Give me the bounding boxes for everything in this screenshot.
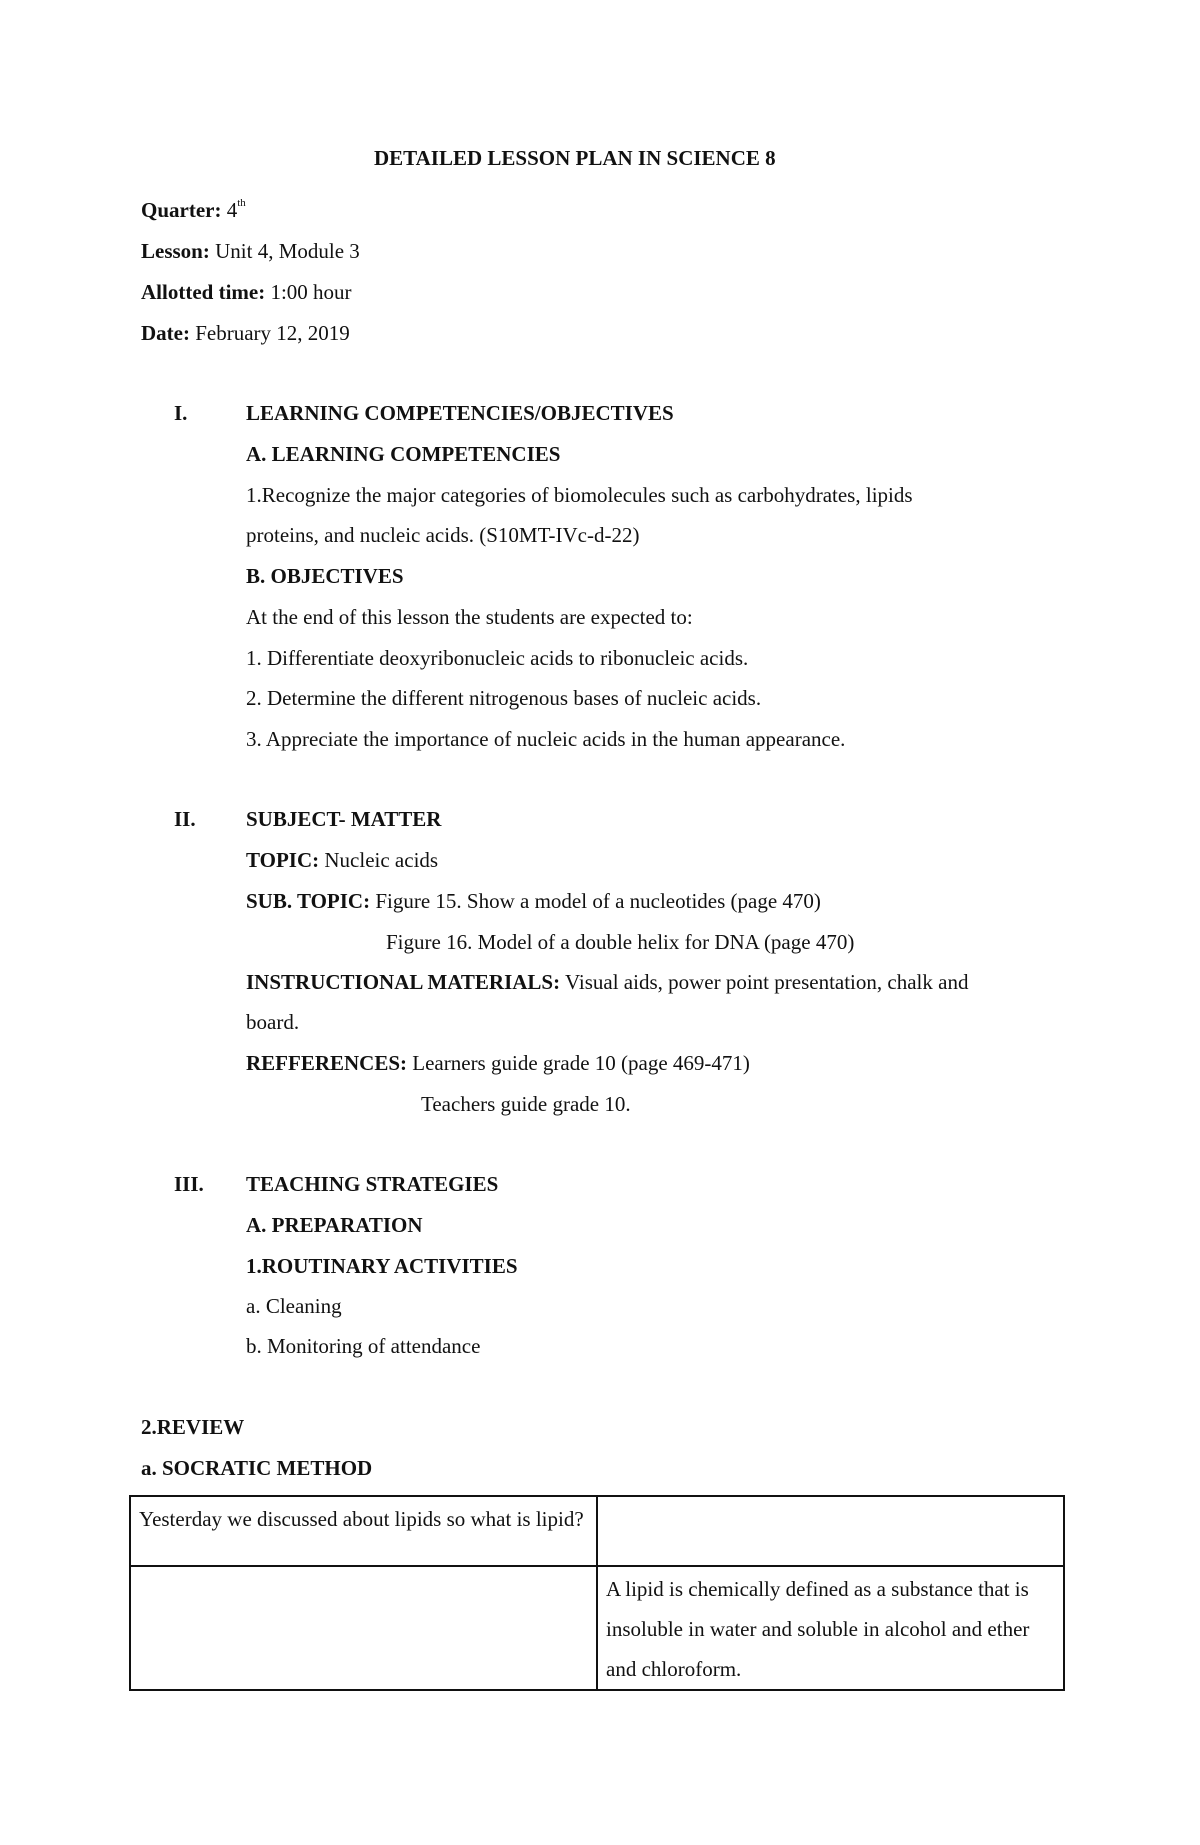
section-heading-1: LEARNING COMPETENCIES/OBJECTIVES bbox=[246, 401, 674, 425]
materials-value-2: board. bbox=[246, 1010, 300, 1034]
table-cell: Yesterday we discussed about lipids so what is lipid? bbox=[130, 1496, 597, 1566]
quarter-label: Quarter: bbox=[141, 198, 222, 222]
section-number-3: III. bbox=[174, 1172, 204, 1196]
section-heading-2: SUBJECT- MATTER bbox=[246, 807, 442, 831]
socratic-table bbox=[129, 1495, 1065, 1691]
table-row bbox=[130, 1566, 1064, 1690]
table-cell bbox=[130, 1566, 597, 1690]
competency-line-1: 1.Recognize the major categories of biomolecules such as carbohydrates, lipids bbox=[246, 483, 913, 507]
materials-label: INSTRUCTIONAL MATERIALS: bbox=[246, 970, 561, 994]
objectives-intro: At the end of this lesson the students are expected to: bbox=[246, 605, 693, 629]
time-label: Allotted time: bbox=[141, 280, 266, 304]
references-line bbox=[246, 1053, 750, 1074]
section-number-2: II. bbox=[174, 807, 196, 831]
objective-item: 2. Determine the different nitrogenous bases of nucleic acids. bbox=[246, 686, 762, 710]
table-cell: A lipid is chemically defined as a substance that is insoluble in water and soluble in alcohol and ether and chloroform. bbox=[597, 1566, 1064, 1690]
topic-label: TOPIC: bbox=[246, 848, 320, 872]
references-label: REFFERENCES: bbox=[246, 1051, 408, 1075]
quarter-value: 4 bbox=[226, 198, 238, 222]
lesson-line bbox=[141, 241, 360, 262]
lesson-value: Unit 4, Module 3 bbox=[215, 239, 360, 263]
routine-heading: 1.ROUTINARY ACTIVITIES bbox=[246, 1254, 518, 1278]
preparation-heading: A. PREPARATION bbox=[246, 1213, 423, 1237]
review-heading: 2.REVIEW bbox=[141, 1415, 245, 1439]
objectives-heading: B. OBJECTIVES bbox=[246, 564, 404, 588]
competency-line-2: proteins, and nucleic acids. (S10MT-IVc-d-22) bbox=[246, 523, 640, 547]
objective-item: 1. Differentiate deoxyribonucleic acids to ribonucleic acids. bbox=[246, 646, 749, 670]
subtopic-line bbox=[246, 891, 821, 912]
subtopic-value-2: Figure 16. Model of a double helix for DNA (page 470) bbox=[386, 930, 855, 954]
subtopic-label: SUB. TOPIC: bbox=[246, 889, 371, 913]
date-label: Date: bbox=[141, 321, 190, 345]
references-value-1: Learners guide grade 10 (page 469-471) bbox=[412, 1051, 750, 1075]
section-heading-3: TEACHING STRATEGIES bbox=[246, 1172, 499, 1196]
section-number-1: I. bbox=[174, 401, 188, 425]
topic-line bbox=[246, 850, 438, 871]
topic-value: Nucleic acids bbox=[324, 848, 439, 872]
routine-item: a. Cleaning bbox=[246, 1294, 342, 1318]
quarter-sup: th bbox=[237, 197, 246, 209]
routine-item: b. Monitoring of attendance bbox=[246, 1334, 481, 1358]
subtopic-value-1: Figure 15. Show a model of a nucleotides (page 470) bbox=[375, 889, 821, 913]
quarter-line bbox=[141, 197, 246, 222]
materials-value: Visual aids, power point presentation, chalk and bbox=[564, 970, 969, 994]
lesson-label: Lesson: bbox=[141, 239, 210, 263]
competencies-heading: A. LEARNING COMPETENCIES bbox=[246, 442, 561, 466]
table-row bbox=[130, 1496, 1064, 1566]
time-value: 1:00 hour bbox=[270, 280, 352, 304]
document-title: DETAILED LESSON PLAN IN SCIENCE 8 bbox=[374, 146, 776, 170]
table-cell bbox=[597, 1496, 1064, 1566]
materials-line bbox=[246, 972, 968, 993]
objective-item: 3. Appreciate the importance of nucleic acids in the human appearance. bbox=[246, 727, 846, 751]
time-line bbox=[141, 282, 352, 303]
references-value-2: Teachers guide grade 10. bbox=[421, 1092, 631, 1116]
method-heading: a. SOCRATIC METHOD bbox=[141, 1456, 373, 1480]
date-line bbox=[141, 323, 350, 344]
date-value: February 12, 2019 bbox=[195, 321, 350, 345]
